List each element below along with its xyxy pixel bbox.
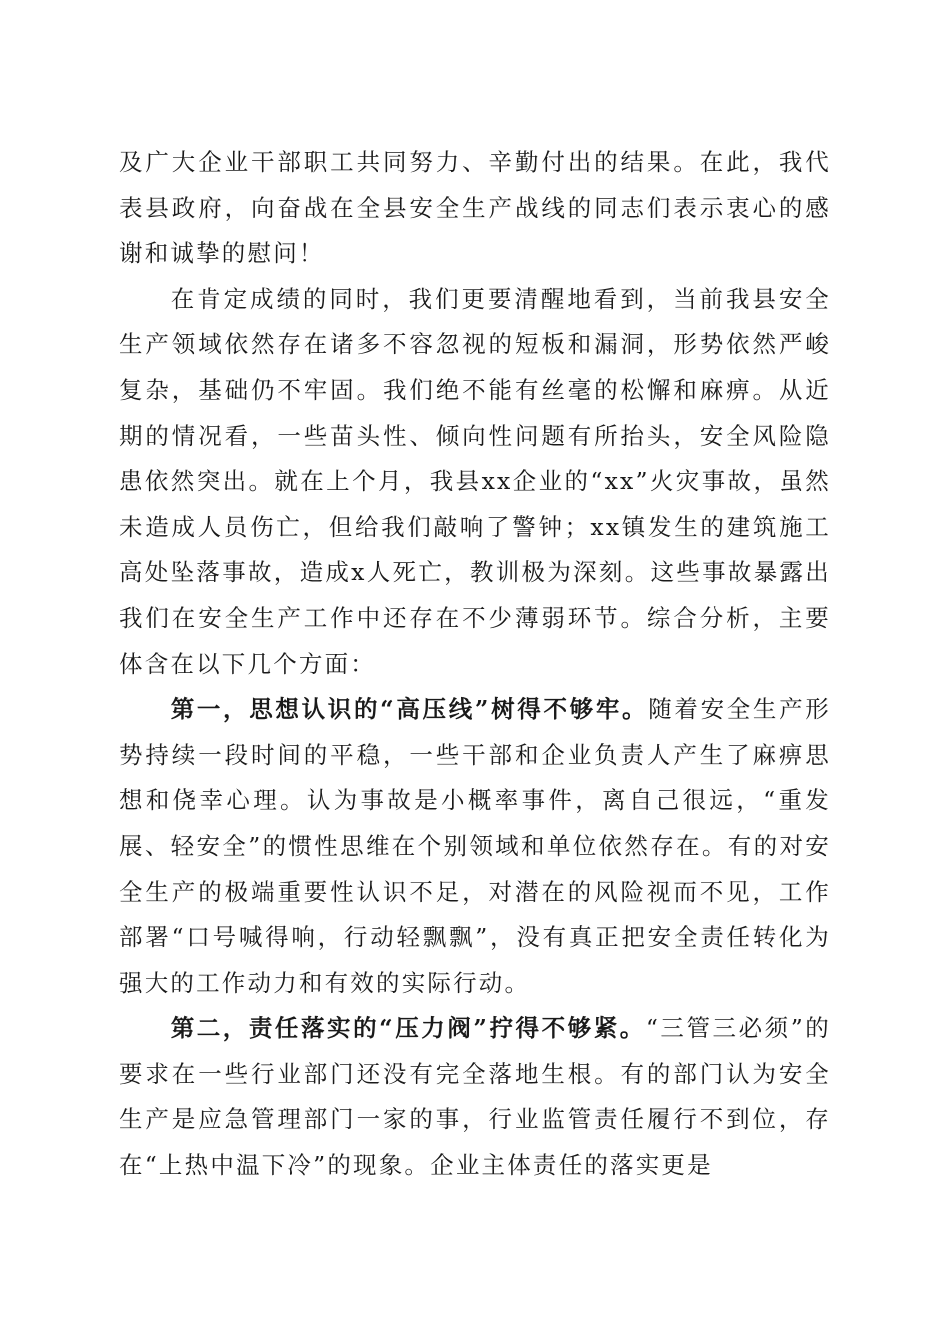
paragraph-lead-heading: 第二，责任落实的“压力阀”拧得不够紧。	[170, 1014, 646, 1043]
paragraph-text: 随着安全生产形势持续一段时间的平稳，一些干部和企业负责人产生了麻痹思想和侥幸心理。认为事故是小概率事件，离自己很远，“重发展、轻安全”的惯性思维在个别领域和单位依然存在。有的对安全生产的极端重要性认识不足，对潜在的风险视而不见，工作部署“口号喊得响，行动轻飘飘”，没有真正把安全责任转化为强大的工作动力和有效的实际行动。	[119, 695, 831, 997]
paragraph-situation	[119, 277, 831, 687]
paragraph-text: 及广大企业干部职工共同努力、辛勤付出的结果。在此，我代表县政府，向奋战在全县安全生产战线的同志们表示衷心的感谢和诚挚的慰问！	[119, 148, 831, 268]
paragraph-text: 在肯定成绩的同时，我们更要清醒地看到，当前我县安全生产领域依然存在诸多不容忽视的短板和漏洞，形势依然严峻复杂，基础仍不牢固。我们绝不能有丝毫的松懈和麻痹。从近期的情况看，一些苗头性、倾向性问题有所抬头，安全风险隐患依然突出。就在上个月，我县xx企业的“xx”火灾事故，虽然未造成人员伤亡，但给我们敲响了警钟；xx镇发生的建筑施工高处坠落事故，造成x人死亡，教训极为深刻。这些事故暴露出我们在安全生产工作中还存在不少薄弱环节。综合分析，主要体含在以下几个方面：	[119, 284, 831, 678]
paragraph-point-two	[119, 1006, 831, 1188]
paragraph-text: “三管三必须”的要求在一些行业部门还没有完全落地生根。有的部门认为安全生产是应急管理部门一家的事，行业监管责任履行不到位，存在“上热中温下冷”的现象。企业主体责任的落实更是	[119, 1014, 831, 1180]
paragraph-point-one	[119, 687, 831, 1006]
paragraph-lead-heading: 第一，思想认识的“高压线”树得不够牢。	[170, 695, 649, 724]
paragraph-continuation	[119, 140, 831, 277]
document-body	[119, 140, 831, 1189]
